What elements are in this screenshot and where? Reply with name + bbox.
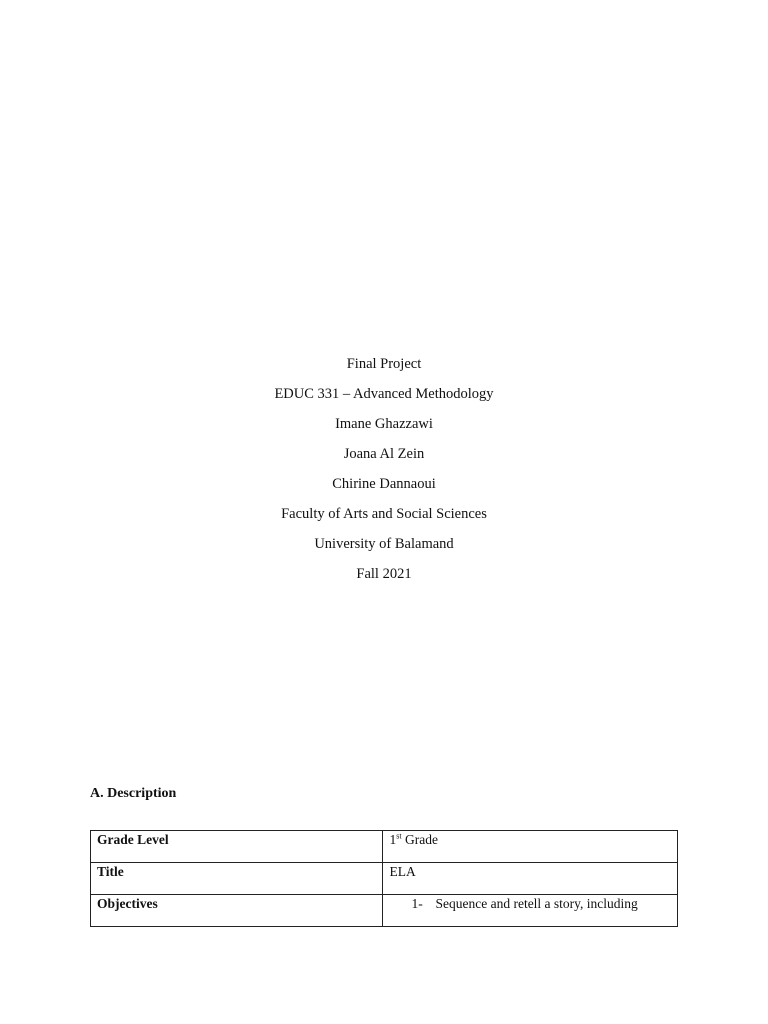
grade-number: 1	[389, 832, 397, 847]
table-row	[91, 863, 678, 895]
author-name: Chirine Dannaoui	[332, 476, 436, 492]
row-value	[383, 895, 678, 927]
row-value	[383, 831, 678, 863]
objective-number: 1-	[411, 896, 423, 911]
description-table	[90, 830, 678, 927]
section-heading-description: A. Description	[90, 786, 177, 801]
university-name: University of Balamand	[314, 536, 454, 552]
author-name: Joana Al Zein	[343, 446, 425, 462]
objective-text: Sequence and retell a story, including	[435, 896, 638, 911]
grade-ordinal-suffix: st	[396, 831, 402, 841]
objective-list-item	[411, 896, 637, 912]
semester: Fall 2021	[356, 566, 412, 582]
table-row	[91, 831, 678, 863]
grade-word: Grade	[401, 832, 438, 847]
faculty-name: Faculty of Arts and Social Sciences	[281, 506, 487, 522]
row-label: Grade Level	[91, 831, 383, 863]
author-name: Imane Ghazzawi	[335, 416, 433, 432]
row-value: ELA	[383, 863, 678, 895]
table-row	[91, 895, 678, 927]
row-label: Objectives	[91, 895, 383, 927]
row-label: Title	[91, 863, 383, 895]
cover-title-block	[0, 353, 768, 593]
course-name: EDUC 331 – Advanced Methodology	[274, 386, 494, 402]
project-title: Final Project	[346, 356, 422, 372]
